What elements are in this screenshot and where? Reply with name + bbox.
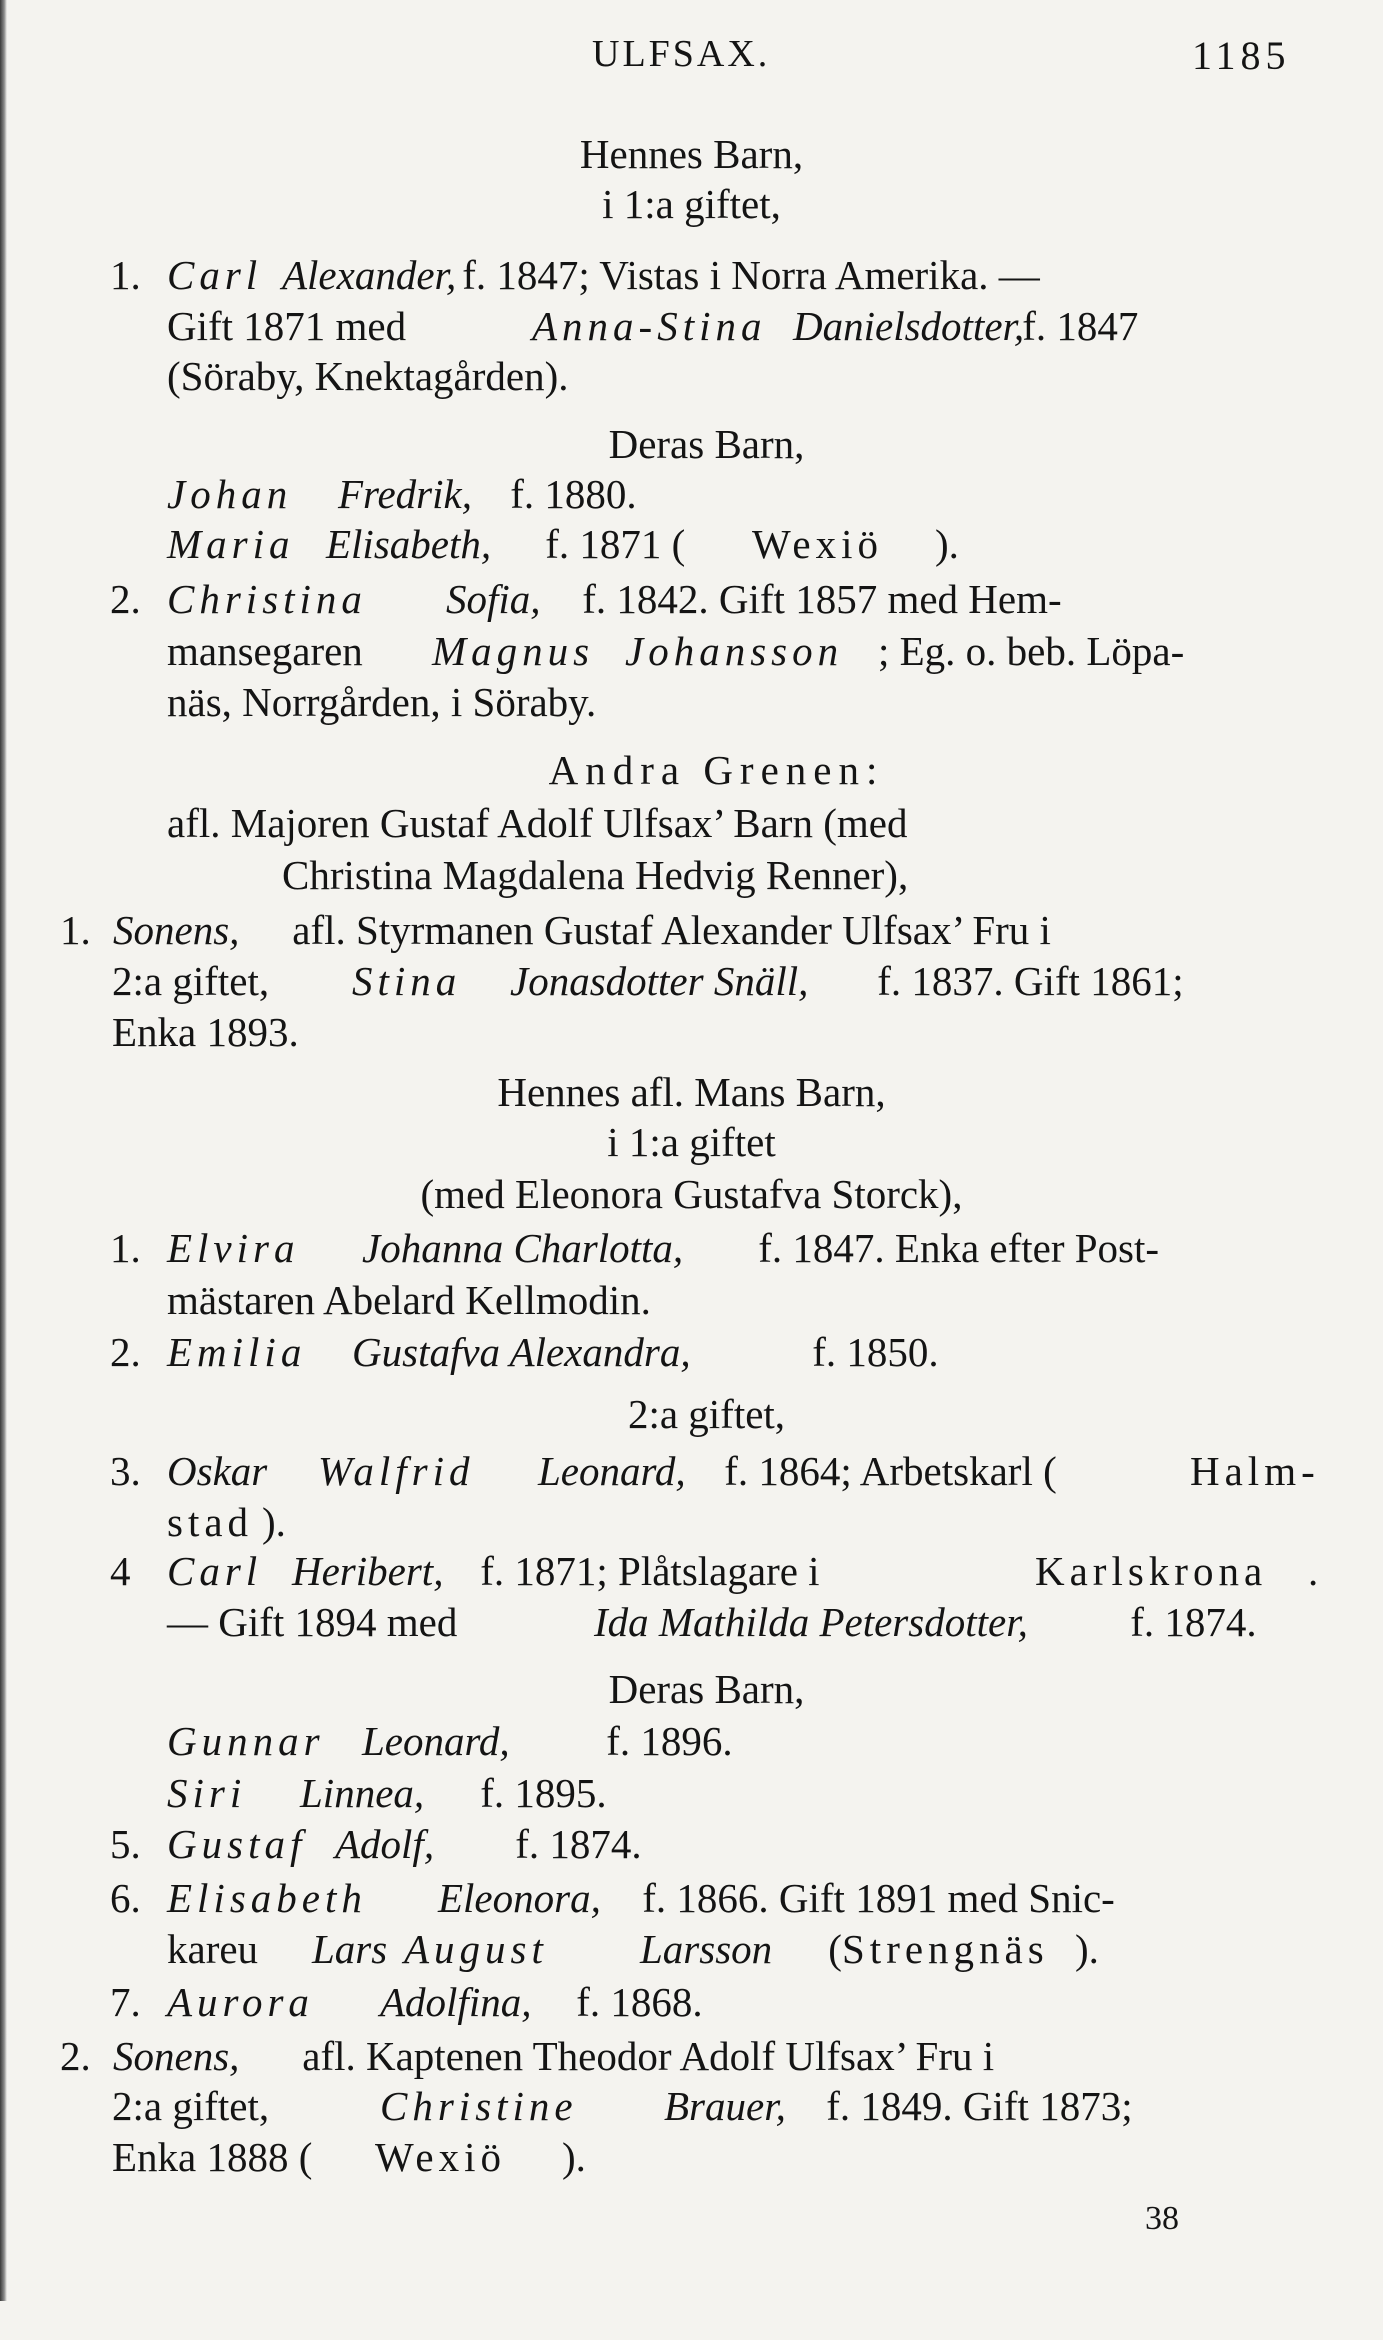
section-heading — [0, 128, 1383, 180]
entry-text: afl. Majoren Gustaf Adolf Ulfsax’ Barn (med — [167, 800, 908, 846]
person-name: Magnus — [432, 628, 595, 674]
entry-text: kareu — [167, 1926, 269, 1972]
entry-text: f. 1842. Gift 1857 med Hem- — [572, 576, 1062, 622]
entry-line — [0, 1767, 1383, 1819]
entry-text: f. 1837. Gift 1861; — [867, 958, 1184, 1004]
person-name: Christine — [380, 2083, 578, 2129]
entry-text: ). — [1075, 1926, 1099, 1972]
entry-line — [0, 2030, 1383, 2082]
entry-text: — Gift 1894 med — [167, 1599, 468, 1645]
given-name: Carl — [167, 1548, 263, 1594]
given-name: Carl — [167, 252, 263, 298]
section-heading — [0, 418, 1383, 470]
given-name: Christina — [167, 576, 367, 622]
entry-line — [0, 1545, 1383, 1597]
entry-line — [0, 1976, 1383, 2028]
line-text: Deras Barn, — [608, 1666, 805, 1712]
given-name: Gunnar — [167, 1718, 325, 1764]
entry-text: f. 1896. — [596, 1718, 733, 1764]
entry-line — [0, 573, 1383, 625]
place-name: Wexiö — [752, 521, 884, 567]
given-name: Linnea, — [300, 1770, 425, 1816]
entry-text: f. 1866. Gift 1891 med Snic- — [632, 1875, 1115, 1921]
entry-text: Sonens, — [113, 907, 240, 953]
section-heading — [0, 1066, 1383, 1118]
place-name: Karlskrona — [1035, 1548, 1268, 1594]
entry-number: 1. — [110, 252, 151, 298]
entry-text: ; Eg. o. beb. Löpa- — [878, 628, 1185, 674]
running-title: ULFSAX. — [592, 33, 771, 75]
entry-text: ). — [935, 521, 959, 567]
entry-line — [0, 1274, 1383, 1326]
section-subheading — [0, 1388, 1383, 1440]
entry-number: 7. — [110, 1979, 151, 2025]
person-name: Johansson — [625, 628, 844, 674]
given-name: Gustafva Alexandra, — [352, 1329, 691, 1375]
entry-text: f. 1880. — [500, 471, 637, 517]
given-name: Adolf, — [335, 1821, 435, 1867]
given-name: Sofia, — [446, 576, 541, 622]
given-name: Walfrid — [318, 1448, 475, 1494]
entry-text: 2:a giftet, — [112, 2083, 280, 2129]
entry-text: Gift 1871 med — [167, 303, 417, 349]
entry-text: afl. Kaptenen Theodor Adolf Ulfsax’ Fru i — [292, 2033, 995, 2079]
entry-text: f. 1871 ( — [535, 521, 686, 567]
entry-text: Enka 1888 ( — [112, 2134, 313, 2180]
entry-text: f. 1849. Gift 1873; — [816, 2083, 1133, 2129]
entry-line — [0, 2080, 1383, 2132]
entry-text: f. 1895. — [470, 1770, 607, 1816]
entry-line — [0, 2131, 1383, 2183]
given-name: Lars — [312, 1926, 388, 1972]
given-name: Heribert, — [292, 1548, 444, 1594]
person-name: Danielsdotter, — [793, 303, 1025, 349]
section-heading — [0, 744, 1383, 796]
section-heading — [0, 1663, 1383, 1715]
entry-text: f. 1874. — [1120, 1599, 1257, 1645]
person-name: Anna-Stina — [532, 303, 767, 349]
entry-line — [0, 625, 1383, 677]
person-name: Stina — [352, 958, 462, 1004]
entry-text: Christina Magdalena Hedvig Renner), — [282, 852, 909, 898]
given-name: August — [404, 1926, 548, 1972]
section-subheading — [0, 178, 1383, 230]
entry-text: (Söraby, Knektagården). — [167, 353, 569, 399]
entry-number: 2. — [60, 2033, 101, 2079]
entry-text: ( — [818, 1926, 842, 1972]
entry-text: f. 1864; Arbetskarl ( — [714, 1448, 1057, 1494]
printer-signature: 38 — [1145, 2200, 1179, 2237]
entry-line — [0, 518, 1383, 570]
entry-number: 6. — [110, 1875, 151, 1921]
person-name: Jonasdotter Snäll, — [510, 958, 809, 1004]
entry-line — [0, 1872, 1383, 1924]
entry-number: 4 — [110, 1548, 141, 1594]
entry-text: ). — [262, 1499, 286, 1545]
entry-text: . — [1308, 1548, 1319, 1594]
given-name: Leonard, — [538, 1448, 686, 1494]
entry-number: 1. — [110, 1225, 151, 1271]
entry-line — [0, 1818, 1383, 1870]
line-text: (med Eleonora Gustafva Storck), — [420, 1171, 963, 1217]
entry-text: Sonens, — [113, 2033, 240, 2079]
entry-text: mästaren Abelard Kellmodin. — [167, 1277, 651, 1323]
person-name: Brauer, — [664, 2083, 786, 2129]
entry-text: ). — [562, 2134, 586, 2180]
entry-line — [0, 1326, 1383, 1378]
entry-text: mansegaren — [167, 628, 374, 674]
given-name: Oskar — [167, 1448, 268, 1494]
given-name: Adolfina, — [380, 1979, 532, 2025]
entry-line — [0, 468, 1383, 520]
given-name: Elisabeth — [167, 1875, 367, 1921]
entry-line — [0, 350, 1383, 402]
line-text: Hennes Barn, — [579, 131, 804, 177]
entry-number: 3. — [110, 1448, 151, 1494]
entry-line — [0, 1222, 1383, 1274]
place-name: Strengnäs — [842, 1926, 1049, 1972]
given-name: Johan — [167, 471, 293, 517]
entry-line — [0, 797, 1383, 849]
entry-number: 2. — [110, 576, 151, 622]
entry-line — [0, 955, 1383, 1007]
given-name: Fredrik, — [338, 471, 472, 517]
line-text: Deras Barn, — [608, 421, 805, 467]
entry-line — [0, 849, 1383, 901]
entry-text: f. 1874. — [505, 1821, 642, 1867]
line-text: Hennes afl. Mans Barn, — [497, 1069, 886, 1115]
person-name: Larsson — [640, 1926, 773, 1972]
entry-line — [0, 1715, 1383, 1767]
line-text: Andra Grenen: — [548, 747, 885, 793]
entry-text: näs, Norrgården, i Söraby. — [167, 679, 597, 725]
given-name: Siri — [167, 1770, 247, 1816]
given-name: Johanna Charlotta, — [362, 1225, 684, 1271]
line-text: 2:a giftet, — [627, 1391, 786, 1437]
entry-text: f. 1847. Enka efter Post- — [748, 1225, 1160, 1271]
entry-text: f. 1850. — [802, 1329, 939, 1375]
entry-text: 2:a giftet, — [112, 958, 280, 1004]
entry-text: f. 1868. — [566, 1979, 703, 2025]
place-name: Halm- — [1190, 1448, 1320, 1494]
place-name: Wexiö — [375, 2134, 507, 2180]
entry-line — [0, 676, 1383, 728]
entry-text: Enka 1893. — [112, 1009, 299, 1055]
entry-line — [0, 904, 1383, 956]
entry-text: f. 1847; Vistas i Norra Amerika. — — [452, 252, 1040, 298]
given-name: Emilia — [167, 1329, 307, 1375]
person-name: Ida Mathilda Petersdotter, — [594, 1599, 1028, 1645]
bleed-through-text — [190, 28, 200, 72]
given-name: Elvira — [167, 1225, 300, 1271]
entry-line — [0, 1596, 1383, 1648]
entry-line — [0, 1445, 1383, 1497]
entry-line — [0, 249, 1383, 301]
line-text: i 1:a giftet, — [602, 181, 781, 227]
given-name: Aurora — [167, 1979, 314, 2025]
line-text: i 1:a giftet — [607, 1119, 776, 1165]
given-name: Alexander, — [282, 252, 457, 298]
place-name: stad — [167, 1499, 254, 1545]
entry-line — [0, 300, 1383, 352]
entry-number: 2. — [110, 1329, 151, 1375]
entry-line — [0, 1923, 1383, 1975]
page-number: 1185 — [1192, 33, 1291, 78]
given-name: Gustaf — [167, 1821, 307, 1867]
given-name: Maria — [167, 521, 295, 567]
entry-line — [0, 1496, 1383, 1548]
entry-text: afl. Styrmanen Gustaf Alexander Ulfsax’ Fru i — [282, 907, 1051, 953]
given-name: Elisabeth, — [326, 521, 492, 567]
given-name: Leonard, — [362, 1718, 510, 1764]
section-subheading — [0, 1168, 1383, 1220]
entry-number: 1. — [60, 907, 101, 953]
entry-number: 5. — [110, 1821, 151, 1867]
entry-text: f. 1871; Plåtslagare i — [470, 1548, 830, 1594]
entry-line — [0, 1006, 1383, 1058]
section-subheading — [0, 1116, 1383, 1168]
entry-text: f. 1847 — [1012, 303, 1139, 349]
given-name: Eleonora, — [438, 1875, 601, 1921]
